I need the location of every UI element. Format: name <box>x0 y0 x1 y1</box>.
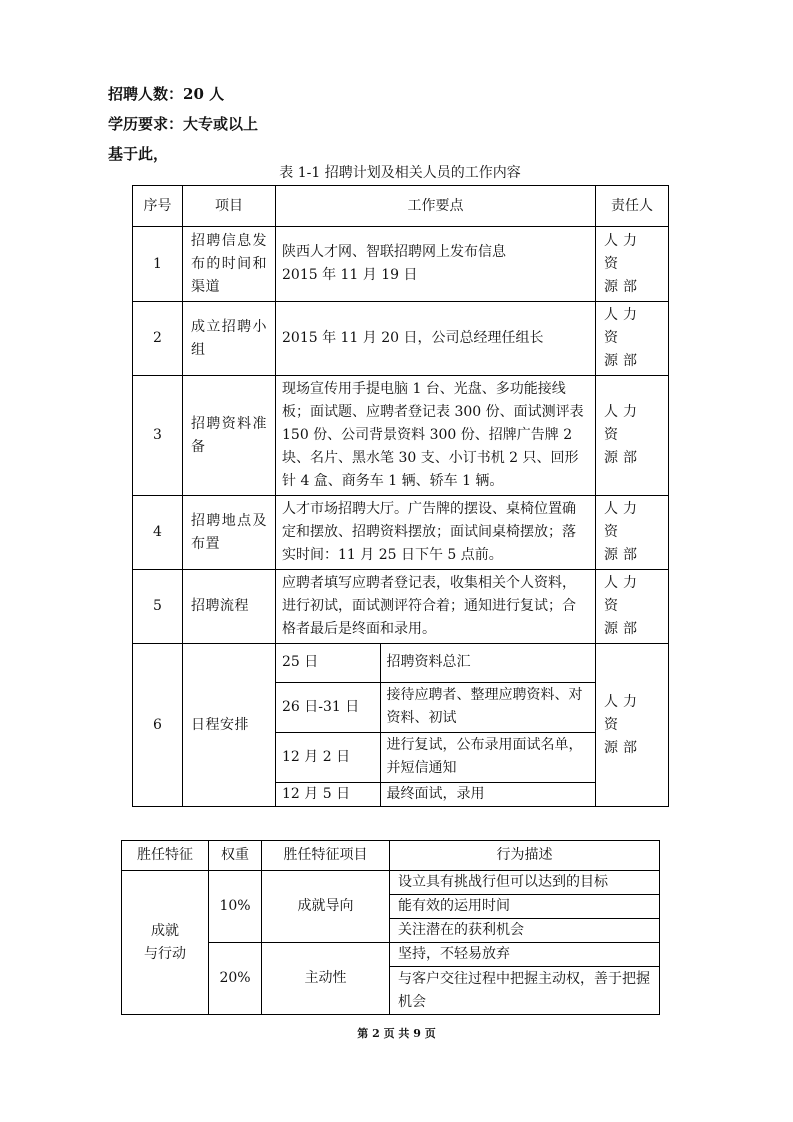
row-responsible <box>596 570 669 644</box>
responsible-line: 源部 <box>604 739 642 756</box>
header-competency: 胜任特征 <box>122 841 209 871</box>
content-line: 陕西人才网、智联招聘网上发布信息 <box>282 244 506 260</box>
responsible-line: 人力资 <box>604 575 642 614</box>
table-header-row <box>133 186 669 227</box>
schedule-row <box>276 682 595 732</box>
responsible-line: 人力资 <box>604 404 642 443</box>
behavior: 设立具有挑战行但可以达到的目标 <box>390 871 660 895</box>
header-competency-item: 胜任特征项目 <box>262 841 390 871</box>
behavior: 关注潜在的获利机会 <box>390 919 660 943</box>
behavior: 与客户交往过程中把握主动权，善于把握机会 <box>390 967 660 1015</box>
recruitment-plan-table <box>132 185 669 807</box>
responsible-line: 源部 <box>604 547 642 563</box>
table-header-row <box>122 841 660 871</box>
category-line: 成就 <box>151 922 179 939</box>
recruit-count: 招聘人数：20 人 <box>108 85 225 103</box>
responsible-line: 人力资 <box>604 307 642 346</box>
row-content: 人才市场招聘大厅。广告牌的摆设、桌椅位置确定和摆放、招聘资料摆放；面试间桌椅摆放；落实时间：11 月 25 日下午 5 点前。 <box>276 496 596 570</box>
schedule-task: 招聘资料总汇 <box>380 644 595 682</box>
header-no: 序号 <box>133 186 183 227</box>
header-responsible: 责任人 <box>596 186 669 227</box>
schedule-task: 接待应聘者、整理应聘资料、对资料、初试 <box>380 682 595 732</box>
schedule-date: 26 日-31 日 <box>276 682 380 732</box>
table-row <box>133 376 669 496</box>
header-content: 工作要点 <box>276 186 596 227</box>
row-no: 3 <box>133 376 183 496</box>
responsible-line: 人力资 <box>604 501 642 540</box>
schedule-date: 12 月 5 日 <box>276 782 380 806</box>
row-responsible <box>596 227 669 302</box>
schedule-task: 最终面试，录用 <box>380 782 595 806</box>
table-row <box>133 227 669 302</box>
behavior: 坚持，不轻易放弃 <box>390 943 660 967</box>
row-item: 招聘信息发布的时间和渠道 <box>183 227 276 302</box>
row-no: 5 <box>133 570 183 644</box>
competency-item: 主动性 <box>262 943 390 1015</box>
row-item: 日程安排 <box>183 644 276 807</box>
responsible-line: 源部 <box>604 353 642 369</box>
schedule-row <box>276 782 595 806</box>
schedule-cell <box>276 644 596 807</box>
responsible-line: 人力资 <box>604 693 642 733</box>
row-responsible <box>596 644 669 807</box>
header-weight: 权重 <box>209 841 262 871</box>
schedule-task: 进行复试，公布录用面试名单，并短信通知 <box>380 732 595 782</box>
row-item: 招聘地点及布置 <box>183 496 276 570</box>
table-row <box>133 496 669 570</box>
responsible-line: 源部 <box>604 278 642 295</box>
table-row <box>133 302 669 376</box>
behavior: 能有效的运用时间 <box>390 895 660 919</box>
row-no: 1 <box>133 227 183 302</box>
row-content: 应聘者填写应聘者登记表，收集相关个人资料，进行初试，面试测评符合着；通知进行复试；合格者最后是终面和录用。 <box>276 570 596 644</box>
row-item: 招聘流程 <box>183 570 276 644</box>
weight: 10% <box>209 871 262 943</box>
header-item: 项目 <box>183 186 276 227</box>
schedule-row <box>276 732 595 782</box>
table-row <box>133 570 669 644</box>
row-no: 2 <box>133 302 183 376</box>
intro-text: 基于此， <box>108 145 169 163</box>
education-requirement: 学历要求：大专或以上 <box>108 115 259 133</box>
schedule-table <box>276 644 595 806</box>
row-item: 成立招聘小组 <box>183 302 276 376</box>
competency-table <box>121 840 660 1015</box>
responsible-line: 人力资 <box>604 232 642 272</box>
table1-caption: 表 1-1 招聘计划及相关人员的工作内容 <box>279 165 521 181</box>
responsible-line: 源部 <box>604 621 642 637</box>
responsible-line: 源部 <box>604 450 642 466</box>
row-content <box>276 227 596 302</box>
row-responsible <box>596 376 669 496</box>
row-content: 2015 年 11 月 20 日，公司总经理任组长 <box>276 302 596 376</box>
competency-category <box>122 871 209 1015</box>
row-no: 4 <box>133 496 183 570</box>
table-row <box>122 871 660 895</box>
category-line: 与行动 <box>144 945 186 962</box>
row-item: 招聘资料准备 <box>183 376 276 496</box>
table-row <box>133 644 669 807</box>
schedule-date: 25 日 <box>276 644 380 682</box>
row-responsible <box>596 302 669 376</box>
schedule-row <box>276 644 595 682</box>
row-content: 现场宣传用手提电脑 1 台、光盘、多功能接线板；面试题、应聘者登记表 300 份、面试测评表 150 份、公司背景资料 300 份、招牌广告牌 2 块、名片、黑水笔 30 支、小订书机 2 只、回形针 4 盒、商务车 1 辆、轿车 1 辆。 <box>276 376 596 496</box>
weight: 20% <box>209 943 262 1015</box>
schedule-date: 12 月 2 日 <box>276 732 380 782</box>
competency-item: 成就导向 <box>262 871 390 943</box>
row-no: 6 <box>133 644 183 807</box>
row-responsible <box>596 496 669 570</box>
header-behavior: 行为描述 <box>390 841 660 871</box>
content-line: 2015 年 11 月 19 日 <box>282 267 418 283</box>
page-footer: 第 2 页 共 9 页 <box>357 1027 436 1040</box>
